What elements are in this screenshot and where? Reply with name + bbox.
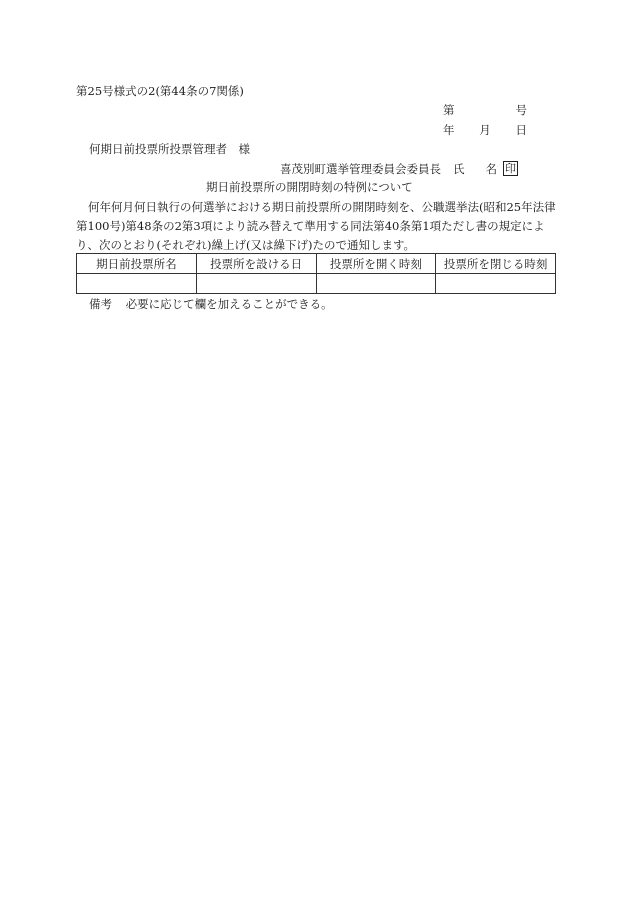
header-close-time: 投票所を閉じる時刻: [436, 254, 556, 274]
cell-set-up-day: [196, 274, 316, 294]
sender-shi: 氏: [453, 161, 465, 176]
document-date: [443, 123, 527, 137]
date-day: 日: [515, 123, 527, 137]
sender-name-field: [453, 162, 497, 176]
schedule-table: [76, 253, 556, 294]
document-number-suffix: 号: [515, 103, 527, 117]
remarks-label: 備考: [89, 297, 112, 311]
table-row: [77, 274, 556, 294]
seal-mark: 印: [505, 162, 516, 175]
cell-close-time: [436, 274, 556, 294]
cell-open-time: [316, 274, 436, 294]
body-paragraph: 何年何月何日執行の何選挙における期日前投票所の開閉時刻を、公職選挙法(昭和25年法律第100号)第48条の2第3項により読み替えて準用する同法第40条第1項ただし書の規定により、次のとおり(それぞれ)繰上げ(又は繰下げ)たので通知します。: [76, 200, 556, 252]
date-year: 年: [443, 123, 455, 137]
subject-heading: 期日前投票所の開閉時刻の特例について: [206, 180, 413, 194]
header-open-time: 投票所を開く時刻: [316, 254, 436, 274]
addressee: 何期日前投票所投票管理者 様: [89, 142, 250, 156]
remarks-text: 必要に応じて欄を加えることができる。: [125, 297, 333, 311]
date-month: 月: [479, 123, 491, 137]
document-number: [443, 103, 527, 117]
form-number: 第25号様式の2(第44条の7関係): [76, 84, 244, 98]
document-number-prefix: 第: [443, 103, 455, 117]
header-polling-place-name: 期日前投票所名: [77, 254, 197, 274]
sender: [280, 161, 518, 176]
table-header-row: [77, 254, 556, 274]
remarks: [89, 297, 333, 311]
sender-title: 喜茂別町選挙管理委員会委員長: [280, 161, 441, 176]
sender-mei: 名: [485, 161, 497, 176]
header-set-up-day: 投票所を設ける日: [196, 254, 316, 274]
cell-polling-place-name: [77, 274, 197, 294]
